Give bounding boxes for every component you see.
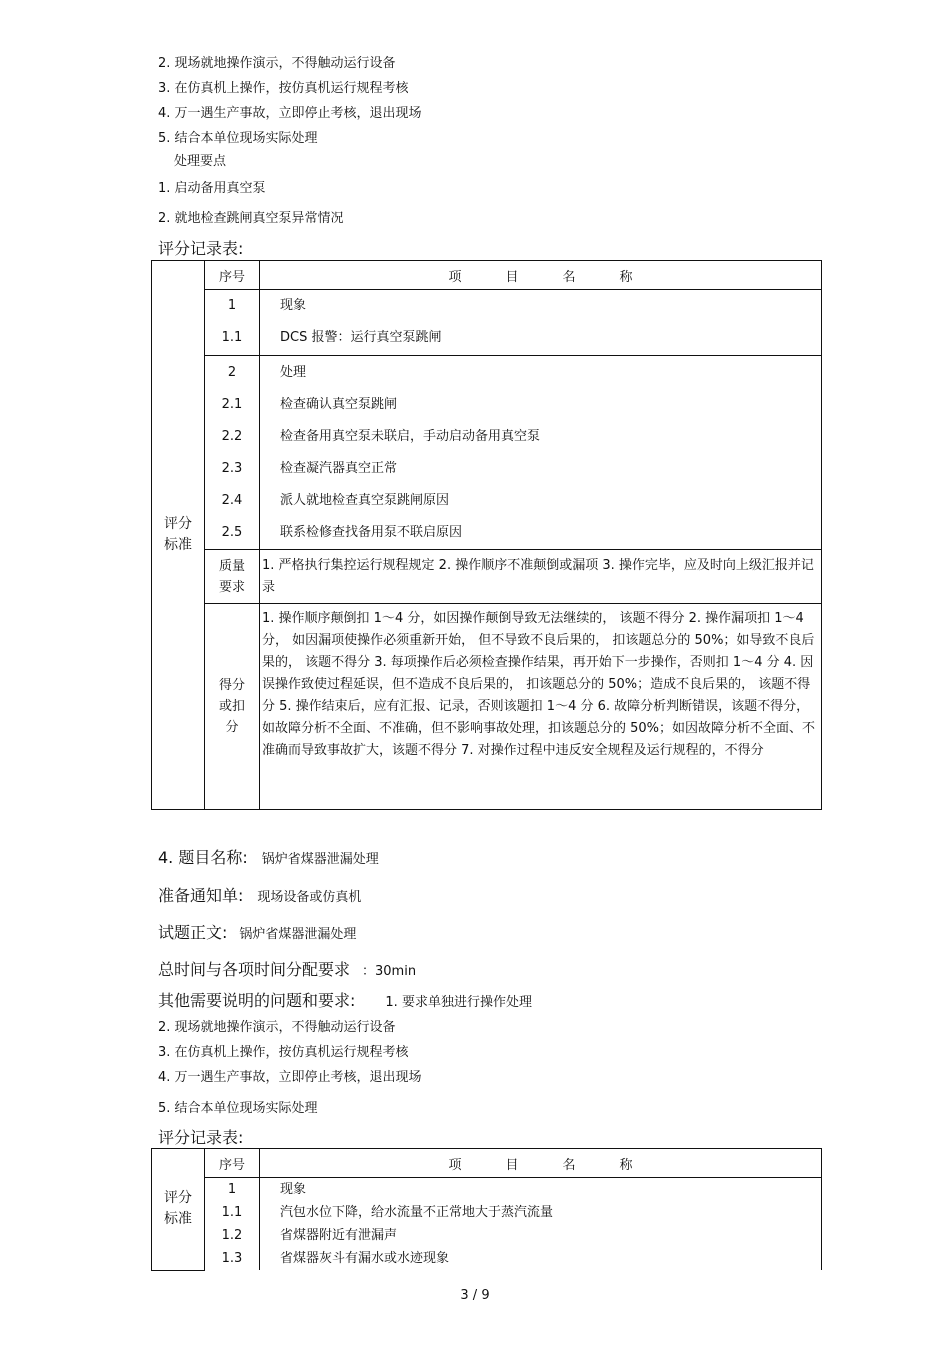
- section-1-nos: [205, 290, 260, 356]
- section-1-nos: 1 1.1 1.2 1.3: [205, 1178, 260, 1271]
- q4-text: 试题正文: 锅炉省煤器泄漏处理: [158, 923, 357, 942]
- side-label: 评分 标准: [152, 1149, 205, 1271]
- side-label-text: 评分 标准: [164, 516, 192, 553]
- score-record-title: 评分记录表:: [158, 239, 244, 258]
- q4-time: 总时间与各项时间分配要求 ：30min: [158, 960, 417, 979]
- header-no: 序号: [205, 261, 260, 290]
- q4-other: 其他需要说明的问题和要求: 1. 要求单独进行操作处理: [158, 991, 532, 1010]
- score-record-title: 评分记录表:: [158, 1128, 244, 1147]
- list-item: 3. 在仿真机上操作，按仿真机运行规程考核: [158, 81, 409, 96]
- deduct-text: 1. 操作顺序颠倒扣 1～4 分，如因操作颠倒导致无法继续的， 该题不得分 2. 操作漏项扣 1～4 分， 如因漏项使操作必须重新开始， 但不导致不良后果的， 扣该题总分的 50%；如导致不良后果的， 该题不得分 3. 每项操作后必须检查操作结果，再开始下一步操作，否则扣 1～4 分 4. 因误操作致使过程延误，但不造成不良后果的， 扣该题总分的 50%；造成不良后果的， 该题不得分 5. 操作结束后，应有汇报、记录，否则该题扣 1～4 分 6. 故障分析判断错误，该题不得分，如故障分析不全面、不准确，但不影响事故处理，扣该题总分的 50%；如因故障分析不全面、不准确而导致事故扩大，该题不得分 7. 对操作过程中违反安全规程及运行规程的，不得分: [260, 604, 822, 810]
- section-2-items: 处理 检查确认真空泵跳闸 检查备用真空泵未联启，手动启动备用真空泵 检查凝汽器真空正常 派人就地检查真空泵跳闸原因 联系检修查找备用泵不联启原因: [260, 356, 822, 550]
- list-item: 1. 启动备用真空泵: [158, 181, 266, 196]
- score-table-2: [151, 1148, 822, 1271]
- key-points-heading: 处理要点: [174, 154, 227, 169]
- header-no: 序号: [205, 1149, 260, 1178]
- header-name: 项 目 名 称: [260, 1149, 822, 1178]
- page-number: 3 / 9: [460, 1288, 490, 1303]
- list-item: 3. 在仿真机上操作，按仿真机运行规程考核: [158, 1045, 409, 1060]
- section-2-nos: 2 2.1 2.2 2.3 2.4 2.5: [205, 356, 260, 550]
- list-item: 2. 就地检查跳闸真空泵异常情况: [158, 211, 344, 226]
- section-1-items: [260, 290, 822, 356]
- list-item: 4. 万一遇生产事故，立即停止考核，退出现场: [158, 106, 422, 121]
- list-item: 4. 万一遇生产事故，立即停止考核，退出现场: [158, 1070, 422, 1085]
- side-label: [152, 261, 205, 810]
- list-item: 5. 结合本单位现场实际处理: [158, 131, 318, 146]
- q4-prep: 准备通知单: 现场设备或仿真机: [158, 886, 362, 905]
- q4-title: 4. 题目名称: 锅炉省煤器泄漏处理: [158, 848, 379, 867]
- header-name: 项 目 名 称: [260, 261, 822, 290]
- quality-text: 1. 严格执行集控运行规程规定 2. 操作顺序不准颠倒或漏项 3. 操作完毕，应及时向上级汇报并记录: [260, 550, 822, 604]
- list-item: 2. 现场就地操作演示，不得触动运行设备: [158, 1020, 396, 1035]
- row-item: 现象: [280, 298, 307, 313]
- list-item: 2. 现场就地操作演示，不得触动运行设备: [158, 56, 396, 71]
- list-item: 5. 结合本单位现场实际处理: [158, 1101, 318, 1116]
- row-no: 1.1: [221, 330, 243, 345]
- quality-label: 质量 要求: [205, 550, 260, 604]
- row-item: DCS 报警：运行真空泵跳闸: [280, 330, 442, 345]
- deduct-label: 得分 或扣 分: [205, 604, 260, 810]
- section-1-items: 现象 汽包水位下降，给水流量不正常地大于蒸汽流量 省煤器附近有泄漏声 省煤器灰斗有漏水或水迹现象: [260, 1178, 822, 1271]
- row-no: 1: [227, 298, 237, 313]
- score-table-1: [151, 260, 822, 810]
